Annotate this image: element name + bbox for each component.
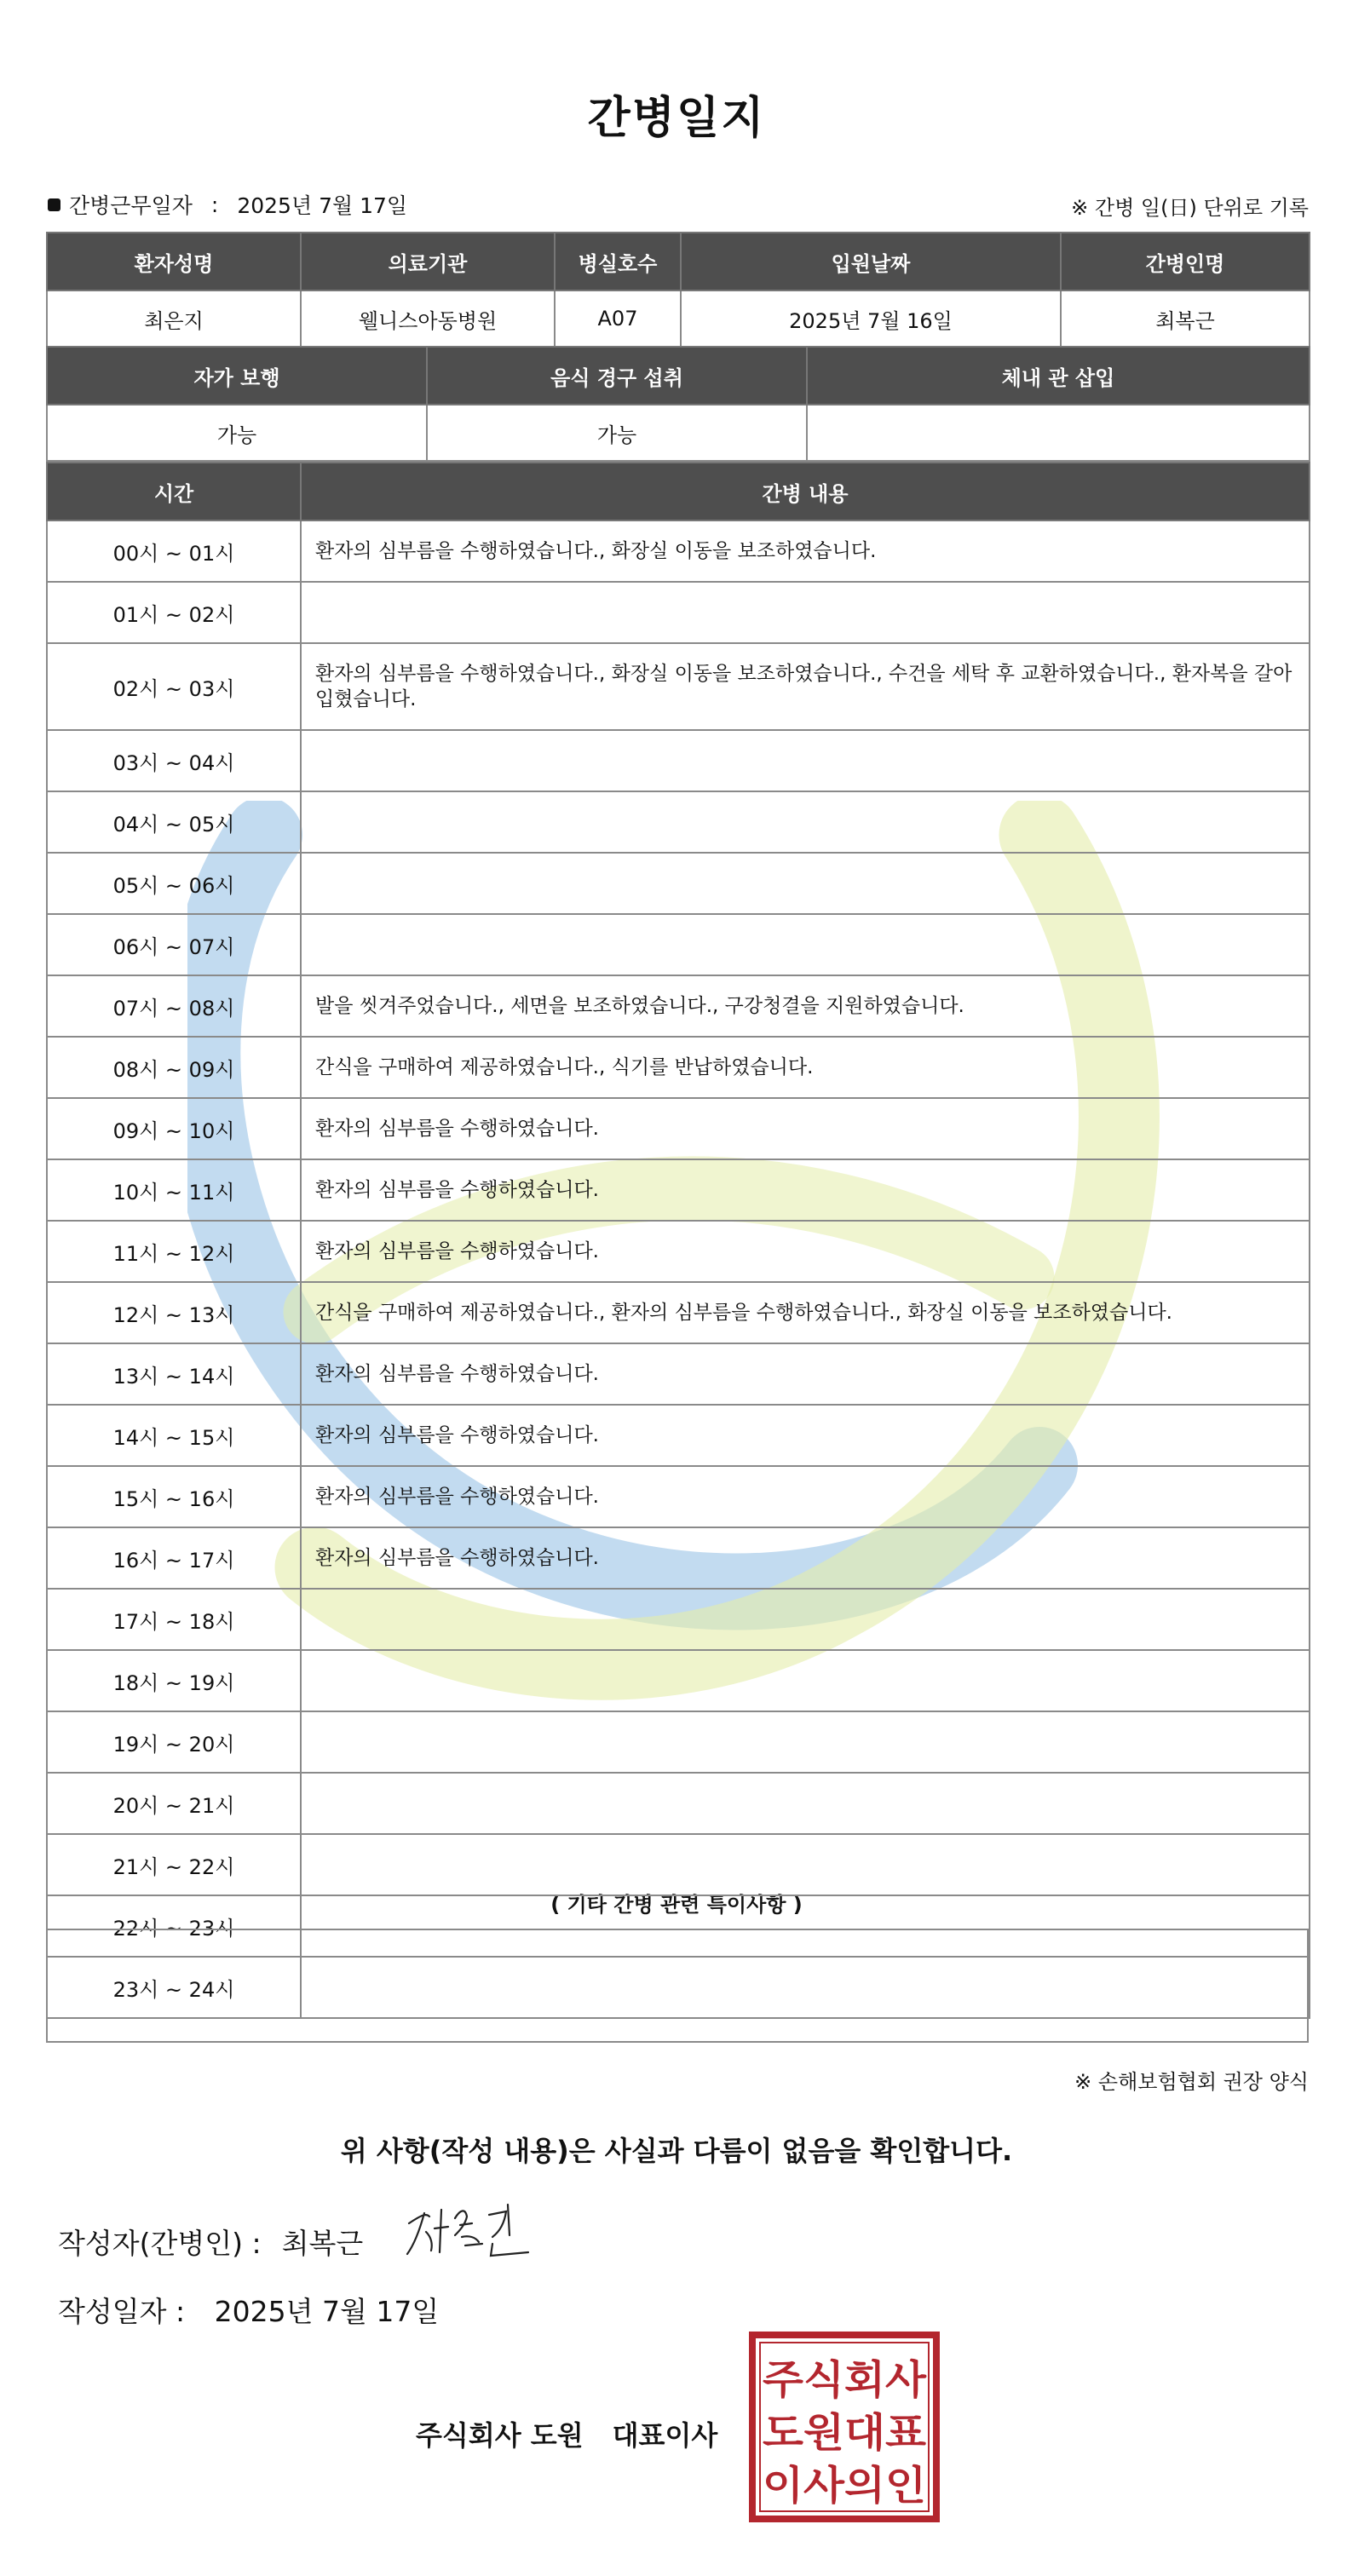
log-content <box>301 914 1310 975</box>
log-time: 16시 ~ 17시 <box>47 1527 301 1589</box>
table-row <box>47 1650 1310 1711</box>
table-row <box>47 1773 1310 1834</box>
table-row <box>47 975 1310 1037</box>
svg-text:도원대표: 도원대표 <box>763 2410 927 2457</box>
svg-text:주식회사: 주식회사 <box>763 2357 927 2404</box>
patient-name: 최은지 <box>47 290 301 347</box>
log-time: 14시 ~ 15시 <box>47 1405 301 1466</box>
hospital-name: 웰니스아동병원 <box>301 290 555 347</box>
log-time: 17시 ~ 18시 <box>47 1589 301 1650</box>
writer-label: 작성자(간병인) : <box>58 2227 262 2260</box>
header-time: 시간 <box>47 463 301 520</box>
log-content: 환자의 심부름을 수행하였습니다. <box>301 1098 1310 1159</box>
table-row <box>47 914 1310 975</box>
page-title: 간병일지 <box>587 93 766 144</box>
company-name: 주식회사 도원 <box>416 2419 584 2452</box>
table-row <box>47 1159 1310 1221</box>
log-content: 환자의 심부름을 수행하였습니다. <box>301 1159 1310 1221</box>
written-date-line <box>58 2290 439 2330</box>
log-content: 환자의 심부름을 수행하였습니다., 화장실 이동을 보조하였습니다. <box>301 520 1310 582</box>
form-source-note: ※ 손해보험협회 권장 양식 <box>1074 2070 1309 2094</box>
table-row <box>47 1037 1310 1098</box>
table-row <box>47 730 1310 791</box>
bullet-square-icon <box>48 198 60 211</box>
log-time: 12시 ~ 13시 <box>47 1282 301 1343</box>
log-content: 환자의 심부름을 수행하였습니다. <box>301 1343 1310 1405</box>
log-content <box>301 582 1310 643</box>
log-time: 22시 ~ 23시 <box>47 1895 301 1957</box>
log-content: 환자의 심부름을 수행하였습니다. <box>301 1221 1310 1282</box>
log-time: 05시 ~ 06시 <box>47 853 301 914</box>
table-row <box>47 1343 1310 1405</box>
log-content <box>301 1589 1310 1650</box>
log-content <box>301 1711 1310 1773</box>
notes-box <box>46 1929 1309 2043</box>
written-date-label: 작성일자 : <box>58 2295 186 2328</box>
table-row <box>47 1589 1310 1650</box>
self-walking-value: 가능 <box>47 405 427 461</box>
table-row <box>47 1282 1310 1343</box>
company-line <box>416 2414 717 2453</box>
log-time: 18시 ~ 19시 <box>47 1650 301 1711</box>
table-row <box>47 520 1310 582</box>
work-date-label: 간병근무일자 <box>69 193 193 218</box>
table-row <box>47 1466 1310 1527</box>
room-number: A07 <box>555 290 681 347</box>
writer-line <box>58 2222 363 2262</box>
log-content: 환자의 심부름을 수행하였습니다., 화장실 이동을 보조하였습니다., 수건을 세탁 후 교환하였습니다., 환자복을 갈아입혔습니다. <box>301 643 1310 730</box>
log-time: 10시 ~ 11시 <box>47 1159 301 1221</box>
confirmation-statement: 위 사항(작성 내용)은 사실과 다름이 없음을 확인합니다. <box>340 2135 1013 2167</box>
log-time: 06시 ~ 07시 <box>47 914 301 975</box>
log-time: 23시 ~ 24시 <box>47 1957 301 2018</box>
patient-status-table <box>46 346 1310 462</box>
tube-insertion-value <box>807 405 1310 461</box>
log-content: 발을 씻겨주었습니다., 세면을 보조하였습니다., 구강청결을 지원하였습니다. <box>301 975 1310 1037</box>
log-content <box>301 1834 1310 1895</box>
header-caregiver-name: 간병인명 <box>1061 233 1310 290</box>
table-row <box>47 1527 1310 1589</box>
header-care-content: 간병 내용 <box>301 463 1310 520</box>
company-seal-stamp <box>748 2331 941 2523</box>
oral-intake-value: 가능 <box>427 405 807 461</box>
header-self-walking: 자가 보행 <box>47 347 427 405</box>
log-time: 13시 ~ 14시 <box>47 1343 301 1405</box>
admission-date: 2025년 7월 16일 <box>681 290 1061 347</box>
care-log-table <box>46 462 1310 2019</box>
log-content <box>301 791 1310 853</box>
log-time: 01시 ~ 02시 <box>47 582 301 643</box>
company-title: 대표이사 <box>612 2419 718 2452</box>
svg-text:이사의인: 이사의인 <box>763 2463 926 2510</box>
table-row <box>47 1221 1310 1282</box>
log-time: 02시 ~ 03시 <box>47 643 301 730</box>
work-date-separator: : <box>210 192 219 217</box>
log-time: 19시 ~ 20시 <box>47 1711 301 1773</box>
log-content: 간식을 구매하여 제공하였습니다., 식기를 반납하였습니다. <box>301 1037 1310 1098</box>
log-time: 00시 ~ 01시 <box>47 520 301 582</box>
header-patient-name: 환자성명 <box>47 233 301 290</box>
log-time: 21시 ~ 22시 <box>47 1834 301 1895</box>
header-oral-intake: 음식 경구 섭취 <box>427 347 807 405</box>
log-content: 간식을 구매하여 제공하였습니다., 환자의 심부름을 수행하였습니다., 화장실 이동을 보조하였습니다. <box>301 1282 1310 1343</box>
log-content: 환자의 심부름을 수행하였습니다. <box>301 1527 1310 1589</box>
notes-heading: ( 기타 간병 관련 특이사항 ) <box>550 1893 803 1917</box>
patient-info-table <box>46 232 1310 348</box>
handwritten-signature <box>400 2198 537 2266</box>
caregiver-name: 최복근 <box>1061 290 1310 347</box>
log-content <box>301 853 1310 914</box>
table-row <box>47 643 1310 730</box>
work-date-value: 2025년 7월 17일 <box>237 193 408 218</box>
table-row <box>47 1834 1310 1895</box>
log-time: 20시 ~ 21시 <box>47 1773 301 1834</box>
header-admission-date: 입원날짜 <box>681 233 1061 290</box>
log-content: 환자의 심부름을 수행하였습니다. <box>301 1466 1310 1527</box>
log-content <box>301 730 1310 791</box>
work-date-line <box>48 189 407 220</box>
table-row <box>47 853 1310 914</box>
log-content <box>301 1773 1310 1834</box>
table-row <box>47 1405 1310 1466</box>
table-row <box>47 582 1310 643</box>
log-time: 07시 ~ 08시 <box>47 975 301 1037</box>
log-time: 09시 ~ 10시 <box>47 1098 301 1159</box>
log-content <box>301 1650 1310 1711</box>
log-content: 환자의 심부름을 수행하였습니다. <box>301 1405 1310 1466</box>
table-row <box>47 1098 1310 1159</box>
log-time: 11시 ~ 12시 <box>47 1221 301 1282</box>
written-date-value: 2025년 7월 17일 <box>214 2295 440 2328</box>
header-room: 병실호수 <box>555 233 681 290</box>
log-time: 03시 ~ 04시 <box>47 730 301 791</box>
log-time: 15시 ~ 16시 <box>47 1466 301 1527</box>
writer-name: 최복근 <box>281 2227 364 2260</box>
table-row <box>47 791 1310 853</box>
log-time: 04시 ~ 05시 <box>47 791 301 853</box>
header-tube-insertion: 체내 관 삽입 <box>807 347 1310 405</box>
care-log-rows <box>47 520 1310 2018</box>
record-note: ※ 간병 일(日) 단위로 기록 <box>1071 196 1309 220</box>
header-hospital: 의료기관 <box>301 233 555 290</box>
table-row <box>47 1711 1310 1773</box>
log-time: 08시 ~ 09시 <box>47 1037 301 1098</box>
